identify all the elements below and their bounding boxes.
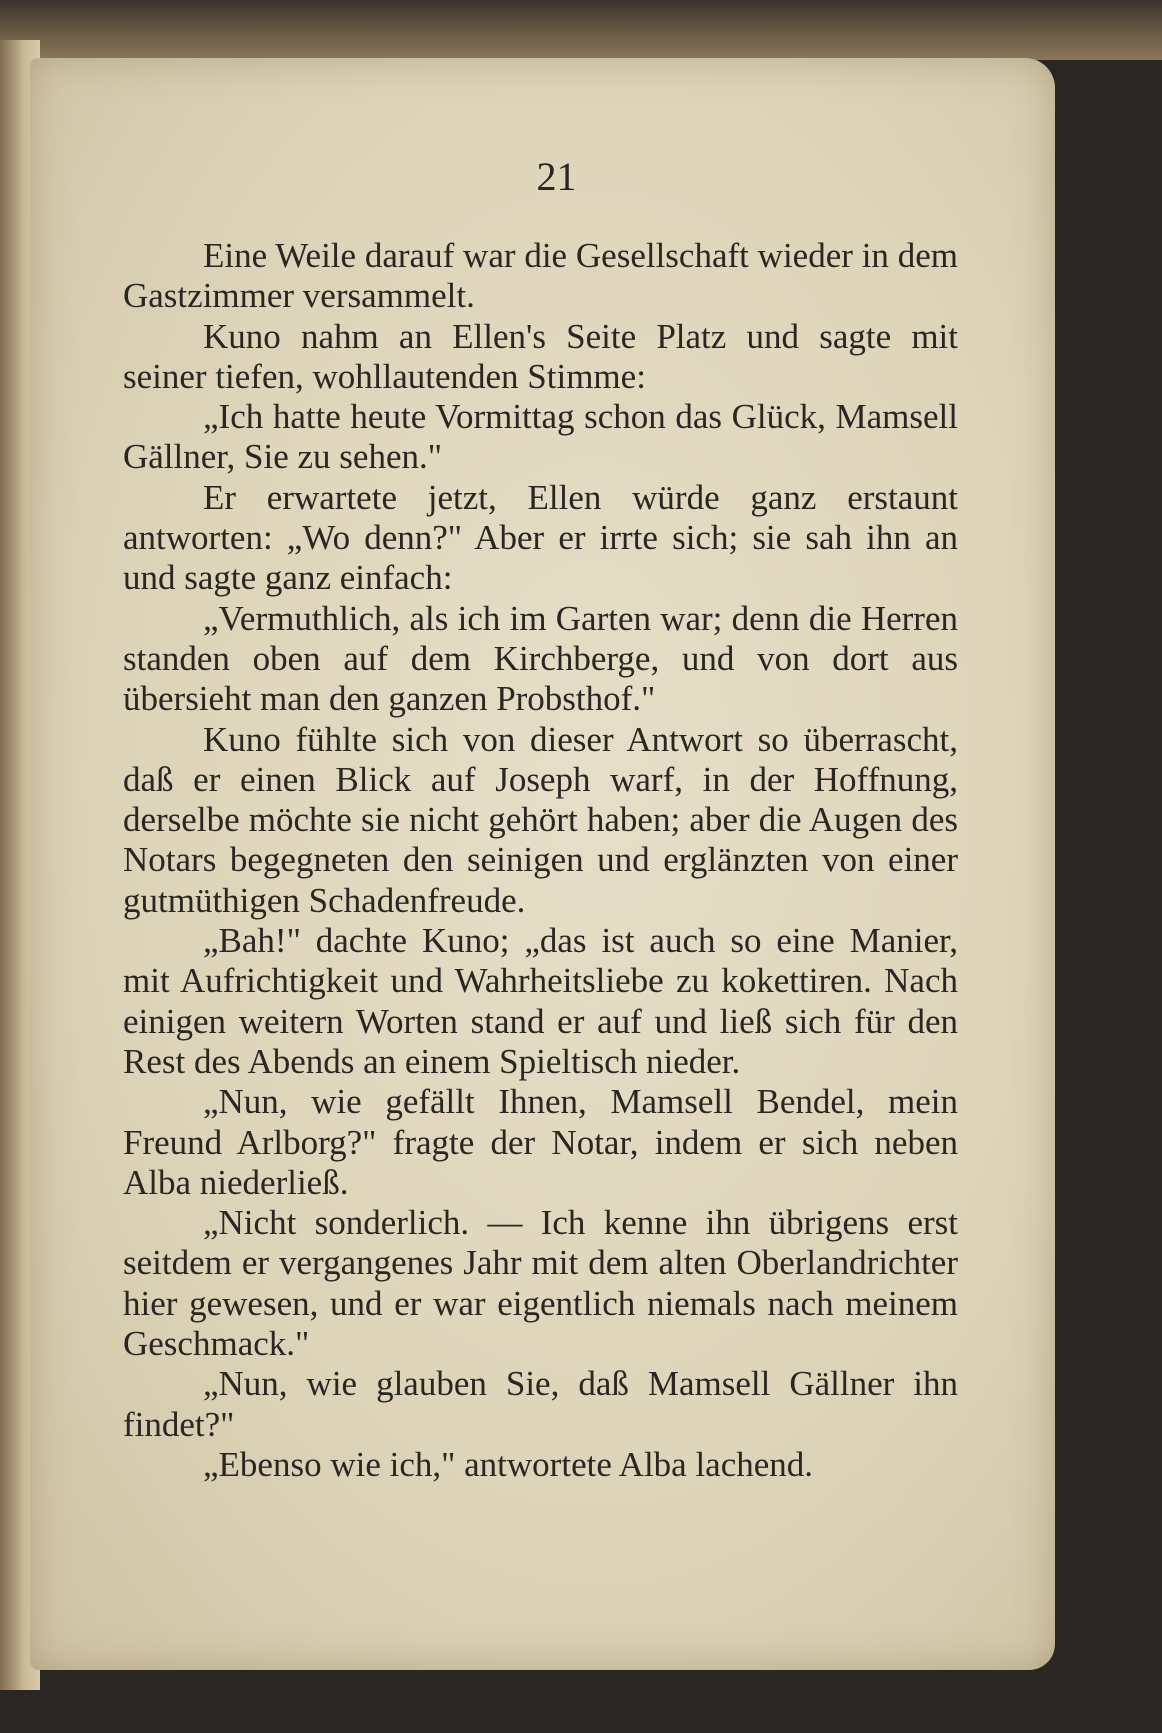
paragraph: Kuno fühlte sich von dieser Antwort so überrascht, daß er einen Blick auf Joseph warf, in der Hoffnung, derselbe möchte sie nicht gehört haben; aber die Augen des Notars begegneten den seinigen und erglänzten von einer gutmüthigen Schadenfreude. [123,719,958,920]
page-body-text [123,236,958,1485]
paragraph: „Ebenso wie ich," antwortete Alba lachend. [203,1444,814,1484]
paragraph: „Nun, wie gefällt Ihnen, Mamsell Bendel, mein Freund Arlborg?" fragte der Notar, indem er sich neben Alba niederließ. [123,1082,958,1202]
paragraph: Er erwartete jetzt, Ellen würde ganz erstaunt antworten: „Wo denn?" Aber er irrte sich; sie sah ihn an und sagte ganz einfach: [123,477,958,598]
paragraph: Eine Weile darauf war die Gesellschaft wieder in dem Gastzimmer versammelt. [123,236,958,316]
paragraph: „Vermuthlich, als ich im Garten war; denn die Herren standen oben auf dem Kirchberge, und von dort aus übersieht man den ganzen Probsthof." [123,598,958,719]
paragraph: Kuno nahm an Ellen's Seite Platz und sagte mit seiner tiefen, wohllautenden Stimme: [123,316,958,396]
paragraph: „Bah!" dachte Kuno; „das ist auch so eine Manier, mit Aufrichtigkeit und Wahrheitsliebe zu kokettiren. Nach einigen weitern Worten stand er auf und ließ sich für den Rest des Abends an einem Spieltisch nieder. [123,921,958,1081]
book-page [30,58,1055,1670]
book-top-edge [0,0,1162,60]
paragraph: „Nun, wie glauben Sie, daß Mamsell Gällner ihn findet?" [123,1364,958,1444]
paragraph: „Nicht sonderlich. — Ich kenne ihn übrigens erst seitdem er vergangenes Jahr mit dem alten Oberlandrichter hier gewesen, und er war eigentlich niemals nach meinem Geschmack." [123,1203,958,1364]
paragraph: „Ich hatte heute Vormittag schon das Glück, Mamsell Gällner, Sie zu sehen." [123,397,958,477]
page-number: 21 [536,154,577,199]
